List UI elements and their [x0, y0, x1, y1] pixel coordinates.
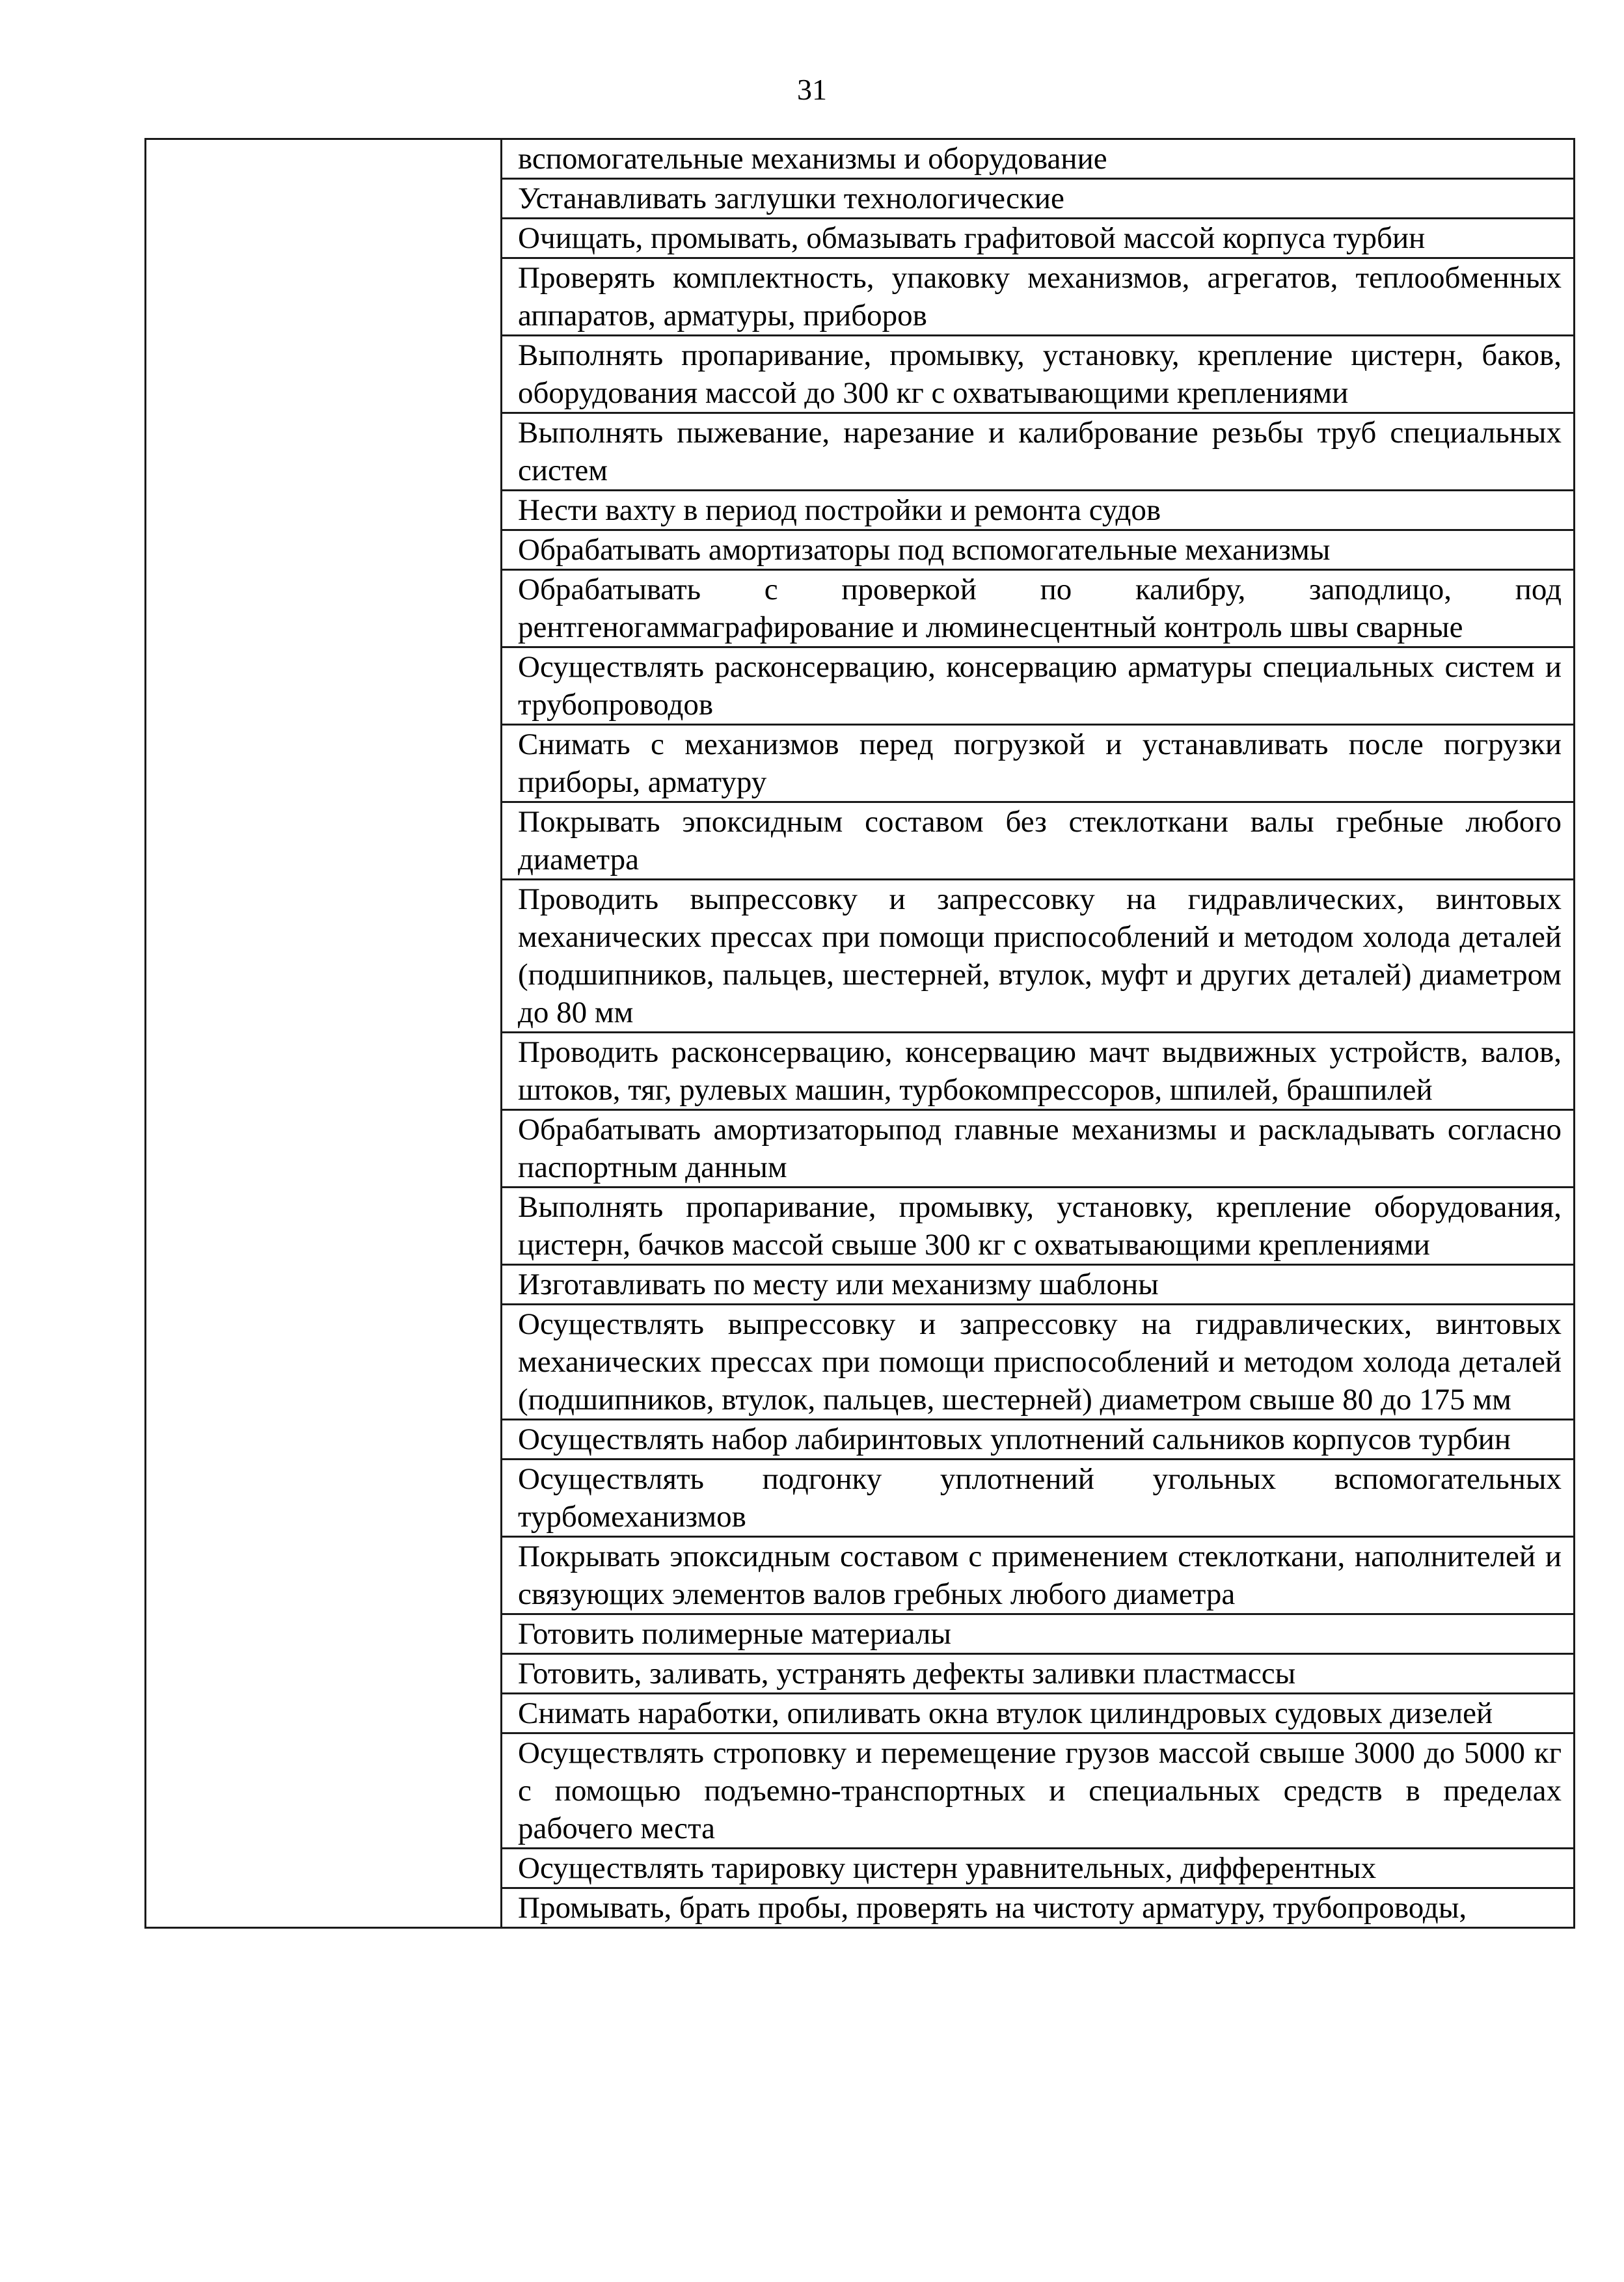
table-row-text: Проводить выпрессовку и запрессовку на гидравлических, винтовых механических прессах при помощи приспособлений и методом холода деталей (подшипников, пальцев, шестерней, втулок, муфт и других деталей) диаметром до 80 мм: [502, 880, 1573, 1033]
table-row: [146, 139, 1575, 1928]
table-row-text: Выполнять пропаривание, промывку, установку, крепление оборудования, цистерн, бачков массой свыше 300 кг с охватывающими креплениями: [502, 1188, 1573, 1266]
table-row-text: Обрабатывать с проверкой по калибру, заподлицо, под рентгеногаммаграфирование и люминесцентный контроль швы сварные: [502, 571, 1573, 648]
table-row-text: Промывать, брать пробы, проверять на чистоту арматуру, трубопроводы,: [518, 1891, 1467, 1925]
table-row-text: Осуществлять расконсервацию, консервацию арматуры специальных систем и трубопроводов: [502, 648, 1573, 726]
empty-left-column: [146, 139, 502, 1928]
table-row-text: Выполнять пропаривание, промывку, установку, крепление цистерн, баков, оборудования массой до 300 кг с охватывающими креплениями: [502, 336, 1573, 414]
table-row-text: Готовить, заливать, устранять дефекты заливки пластмассы: [502, 1655, 1573, 1694]
tasks-column: [502, 139, 1575, 1928]
table-row-text: Осуществлять набор лабиринтовых уплотнений сальников корпусов турбин: [502, 1420, 1573, 1460]
table-row-text: Изготавливать по месту или механизму шаблоны: [502, 1266, 1573, 1305]
table-row-text: Обрабатывать амортизаторыпод главные механизмы и раскладывать согласно паспортным данным: [502, 1111, 1573, 1188]
table-row-text: Проверять комплектность, упаковку механизмов, агрегатов, теплообменных аппаратов, арматуры, приборов: [502, 259, 1573, 336]
table-row-text: Покрывать эпоксидным составом без стеклоткани валы гребные любого диаметра: [502, 803, 1573, 880]
table-row-text: Очищать, промывать, обмазывать графитовой массой корпуса турбин: [502, 219, 1573, 259]
table-row-text: Осуществлять тарировку цистерн уравнительных, дифферентных: [502, 1849, 1573, 1889]
page-number: 31: [797, 73, 827, 106]
table-row-text: вспомогательные механизмы и оборудование: [502, 140, 1573, 180]
table-row-text: Обрабатывать амортизаторы под вспомогательные механизмы: [502, 531, 1573, 571]
table-row-text: Покрывать эпоксидным составом с применением стеклоткани, наполнителей и связующих элементов валов гребных любого диаметра: [502, 1538, 1573, 1615]
table-row-text: Готовить полимерные материалы: [502, 1615, 1573, 1655]
table-row-text: Осуществлять выпрессовку и запрессовку на гидравлических, винтовых механических прессах при помощи приспособлений и методом холода деталей (подшипников, втулок, пальцев, шестерней) диаметром свыше 80 до 175 мм: [502, 1305, 1573, 1420]
work-tasks-table: [144, 138, 1575, 1929]
table-row-text: Устанавливать заглушки технологические: [502, 180, 1573, 219]
table-row-text: Снимать наработки, опиливать окна втулок цилиндровых судовых дизелей: [502, 1694, 1573, 1734]
table-row-text: Проводить расконсервацию, консервацию мачт выдвижных устройств, валов, штоков, тяг, рулевых машин, турбокомпрессоров, шпилей, брашпилей: [502, 1033, 1573, 1111]
table-row-text: Нести вахту в период постройки и ремонта судов: [502, 491, 1573, 531]
table-row-text: Осуществлять строповку и перемещение грузов массой свыше 3000 до 5000 кг с помощью подъемно-транспортных и специальных средств в пределах рабочего места: [502, 1734, 1573, 1849]
table-row-text: Выполнять пыжевание, нарезание и калибрование резьбы труб специальных систем: [502, 414, 1573, 491]
table-row-text: Осуществлять подгонку уплотнений угольных вспомогательных турбомеханизмов: [502, 1460, 1573, 1538]
table-row-text: Снимать с механизмов перед погрузкой и устанавливать после погрузки приборы, арматуру: [502, 726, 1573, 803]
